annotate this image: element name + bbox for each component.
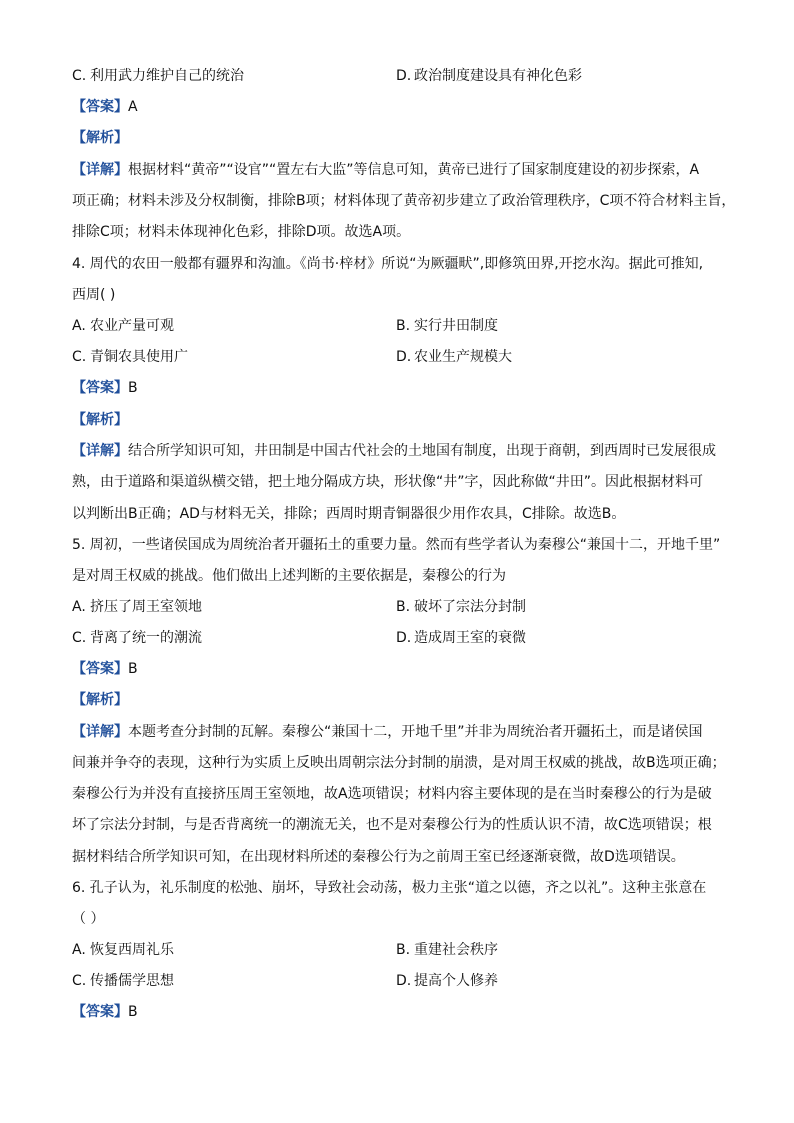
detail-line: 坏了宗法分封制，与是否背离统一的潮流无关，也不是对秦穆公行为的性质认识不清，故C选项错误；根 [72,817,712,833]
option-c: C. 利用武力维护自己的统治 [72,68,244,84]
answer-line: 【答案】B [72,380,138,396]
analysis-heading: 【解析】 [72,412,128,428]
question-stem: 西周( ) [72,287,116,303]
question-stem: 4. 周代的农田一般都有疆界和沟洫。《尚书·梓材》所说“为厥疆畎”,即修筑田界,开挖水沟。据此可推知, [72,256,704,272]
option-b: B. 破坏了宗法分封制 [396,599,526,615]
detail-line: 间兼并争夺的表现，这种行为实质上反映出周朝宗法分封制的崩溃，是对周王权威的挑战，故B选项正确； [72,755,726,771]
option-b: B. 实行井田制度 [396,318,498,334]
detail-line: 秦穆公行为并没有直接挤压周王室领地，故A选项错误；材料内容主要体现的是在当时秦穆公的行为是破 [72,786,712,802]
detail-line: 以判断出B正确；AD与材料无关，排除；西周时期青铜器很少用作农具，C排除。故选B。 [72,506,626,522]
option-a: A. 农业产量可观 [72,318,174,334]
option-d: D. 农业生产规模大 [396,349,512,365]
question-stem: 是对周王权威的挑战。他们做出上述判断的主要依据是，秦穆公的行为 [72,568,506,584]
analysis-heading: 【解析】 [72,130,128,146]
option-b: B. 重建社会秩序 [396,942,498,958]
option-c: C. 背离了统一的潮流 [72,630,202,646]
detail-line: 排除C项；材料未体现神化色彩，排除D项。故选A项。 [72,224,411,240]
detail-line: 【详解】根据材料“黄帝”“设官”“置左右大监”等信息可知，黄帝已进行了国家制度建设的初步探索，A [72,162,700,178]
option-a: A. 挤压了周王室领地 [72,599,202,615]
answer-line: 【答案】B [72,1004,138,1020]
detail-line: 熟，由于道路和渠道纵横交错，把土地分隔成方块，形状像“井”字，因此称做“井田”。因此根据材料可 [72,474,704,490]
option-c: C. 传播儒学思想 [72,973,174,989]
detail-line: 【详解】本题考查分封制的瓦解。秦穆公“兼国十二，开地千里”并非为周统治者开疆拓土，而是诸侯国 [72,724,703,740]
detail-line: 【详解】结合所学知识可知，井田制是中国古代社会的土地国有制度，出现于商朝，到西周时已发展很成 [72,443,716,459]
answer-line: 【答案】B [72,661,138,677]
analysis-heading: 【解析】 [72,692,128,708]
question-stem: 6. 孔子认为，礼乐制度的松弛、崩坏，导致社会动荡，极力主张“道之以德，齐之以礼”。这种主张意在 [72,880,707,896]
question-stem: 5. 周初，一些诸侯国成为周统治者开疆拓土的重要力量。然而有些学者认为秦穆公“兼国十二，开地千里” [72,537,721,553]
answer-line: 【答案】A [72,99,138,115]
detail-line: 据材料结合所学知识可知，在出现材料所述的秦穆公行为之前周王室已经逐渐衰微，故D选项错误。 [72,849,685,865]
detail-line: 项正确；材料未涉及分权制衡，排除B项；材料体现了黄帝初步建立了政治管理秩序，C项不符合材料主旨， [72,193,736,209]
option-a: A. 恢复西周礼乐 [72,942,174,958]
option-d: D. 政治制度建设具有神化色彩 [396,68,582,84]
option-d: D. 提高个人修养 [396,973,498,989]
option-c: C. 青铜农具使用广 [72,349,188,365]
option-d: D. 造成周王室的衰微 [396,630,526,646]
question-stem: （ ） [72,911,105,927]
